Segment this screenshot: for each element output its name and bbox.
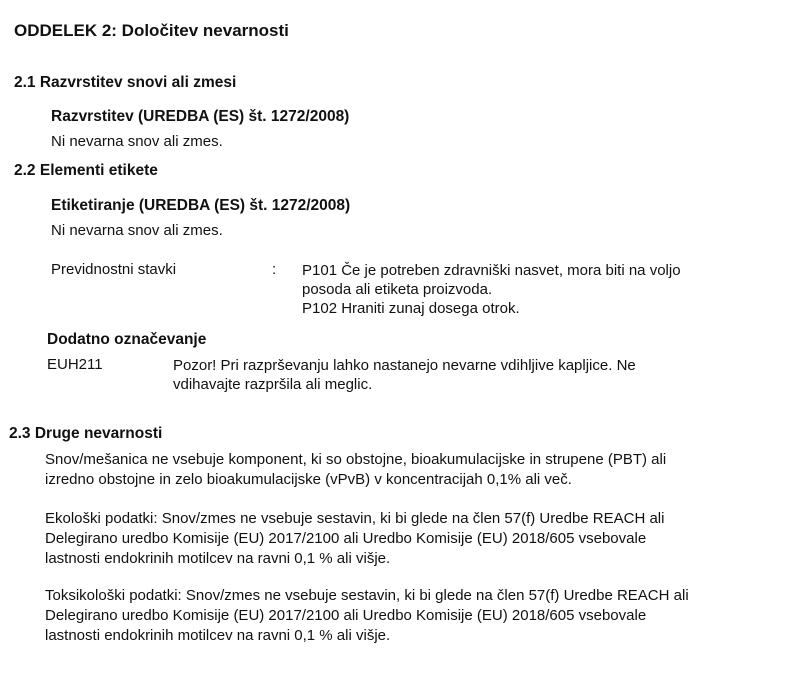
precautionary-line: P101 Če je potreben zdravniški nasvet, mora biti na voljo [302, 262, 681, 279]
precautionary-separator: : [272, 261, 277, 278]
toxicological-info-paragraph: Toksikološki podatki: Snov/zmes ne vsebuje sestavin, ki bi glede na člen 57(f) Uredbe REACH ali Delegirano uredbo Komisije (EU) 2017/2100 ali Uredbo Komisije (EU) 2018/605 vsebovale lastnosti endokrinih motilcev na ravni 0,1 % ali višje. [45, 587, 689, 644]
classification-heading: Razvrstitev (UREDBA (ES) št. 1272/2008) [51, 108, 350, 125]
subsection-2-2-title: 2.2 Elementi etikete [14, 162, 158, 179]
euh-code: EUH211 [47, 356, 103, 373]
classification-text: Ni nevarna snov ali zmes. [51, 133, 223, 150]
subsection-2-1-title: 2.1 Razvrstitev snovi ali zmesi [14, 74, 237, 91]
euh-statement [173, 356, 636, 394]
precautionary-line: posoda ali etiketa proizvoda. [302, 281, 493, 298]
euh-statement-line: vdihavajte razpršila ali meglic. [173, 376, 373, 393]
precautionary-statements [302, 261, 681, 318]
precautionary-line: P102 Hraniti zunaj dosega otrok. [302, 300, 520, 317]
euh-statement-line: Pozor! Pri razprševanju lahko nastanejo nevarne vdihljive kapljice. Ne [173, 357, 636, 374]
pbt-vpvb-paragraph: Snov/mešanica ne vsebuje komponent, ki so obstojne, bioakumulacijske in strupene (PBT) ali izredno obstojne in zelo bioakumulacijske (vPvB) v koncentracijah 0,1% ali več. [45, 451, 667, 488]
ecological-info-paragraph: Ekološki podatki: Snov/zmes ne vsebuje sestavin, ki bi glede na člen 57(f) Uredbe REACH ali Delegirano uredbo Komisije (EU) 2017/2100 ali Uredbo Komisije (EU) 2018/605 vsebovale lastnosti endokrinih motilcev na ravni 0,1 % ali višje. [45, 510, 665, 567]
additional-labelling-heading: Dodatno označevanje [47, 331, 207, 348]
section-title: ODDELEK 2: Določitev nevarnosti [14, 21, 289, 40]
labelling-heading: Etiketiranje (UREDBA (ES) št. 1272/2008) [51, 197, 351, 214]
labelling-text: Ni nevarna snov ali zmes. [51, 222, 223, 239]
precautionary-label: Previdnostni stavki [51, 261, 177, 278]
subsection-2-3-title: 2.3 Druge nevarnosti [9, 425, 163, 442]
